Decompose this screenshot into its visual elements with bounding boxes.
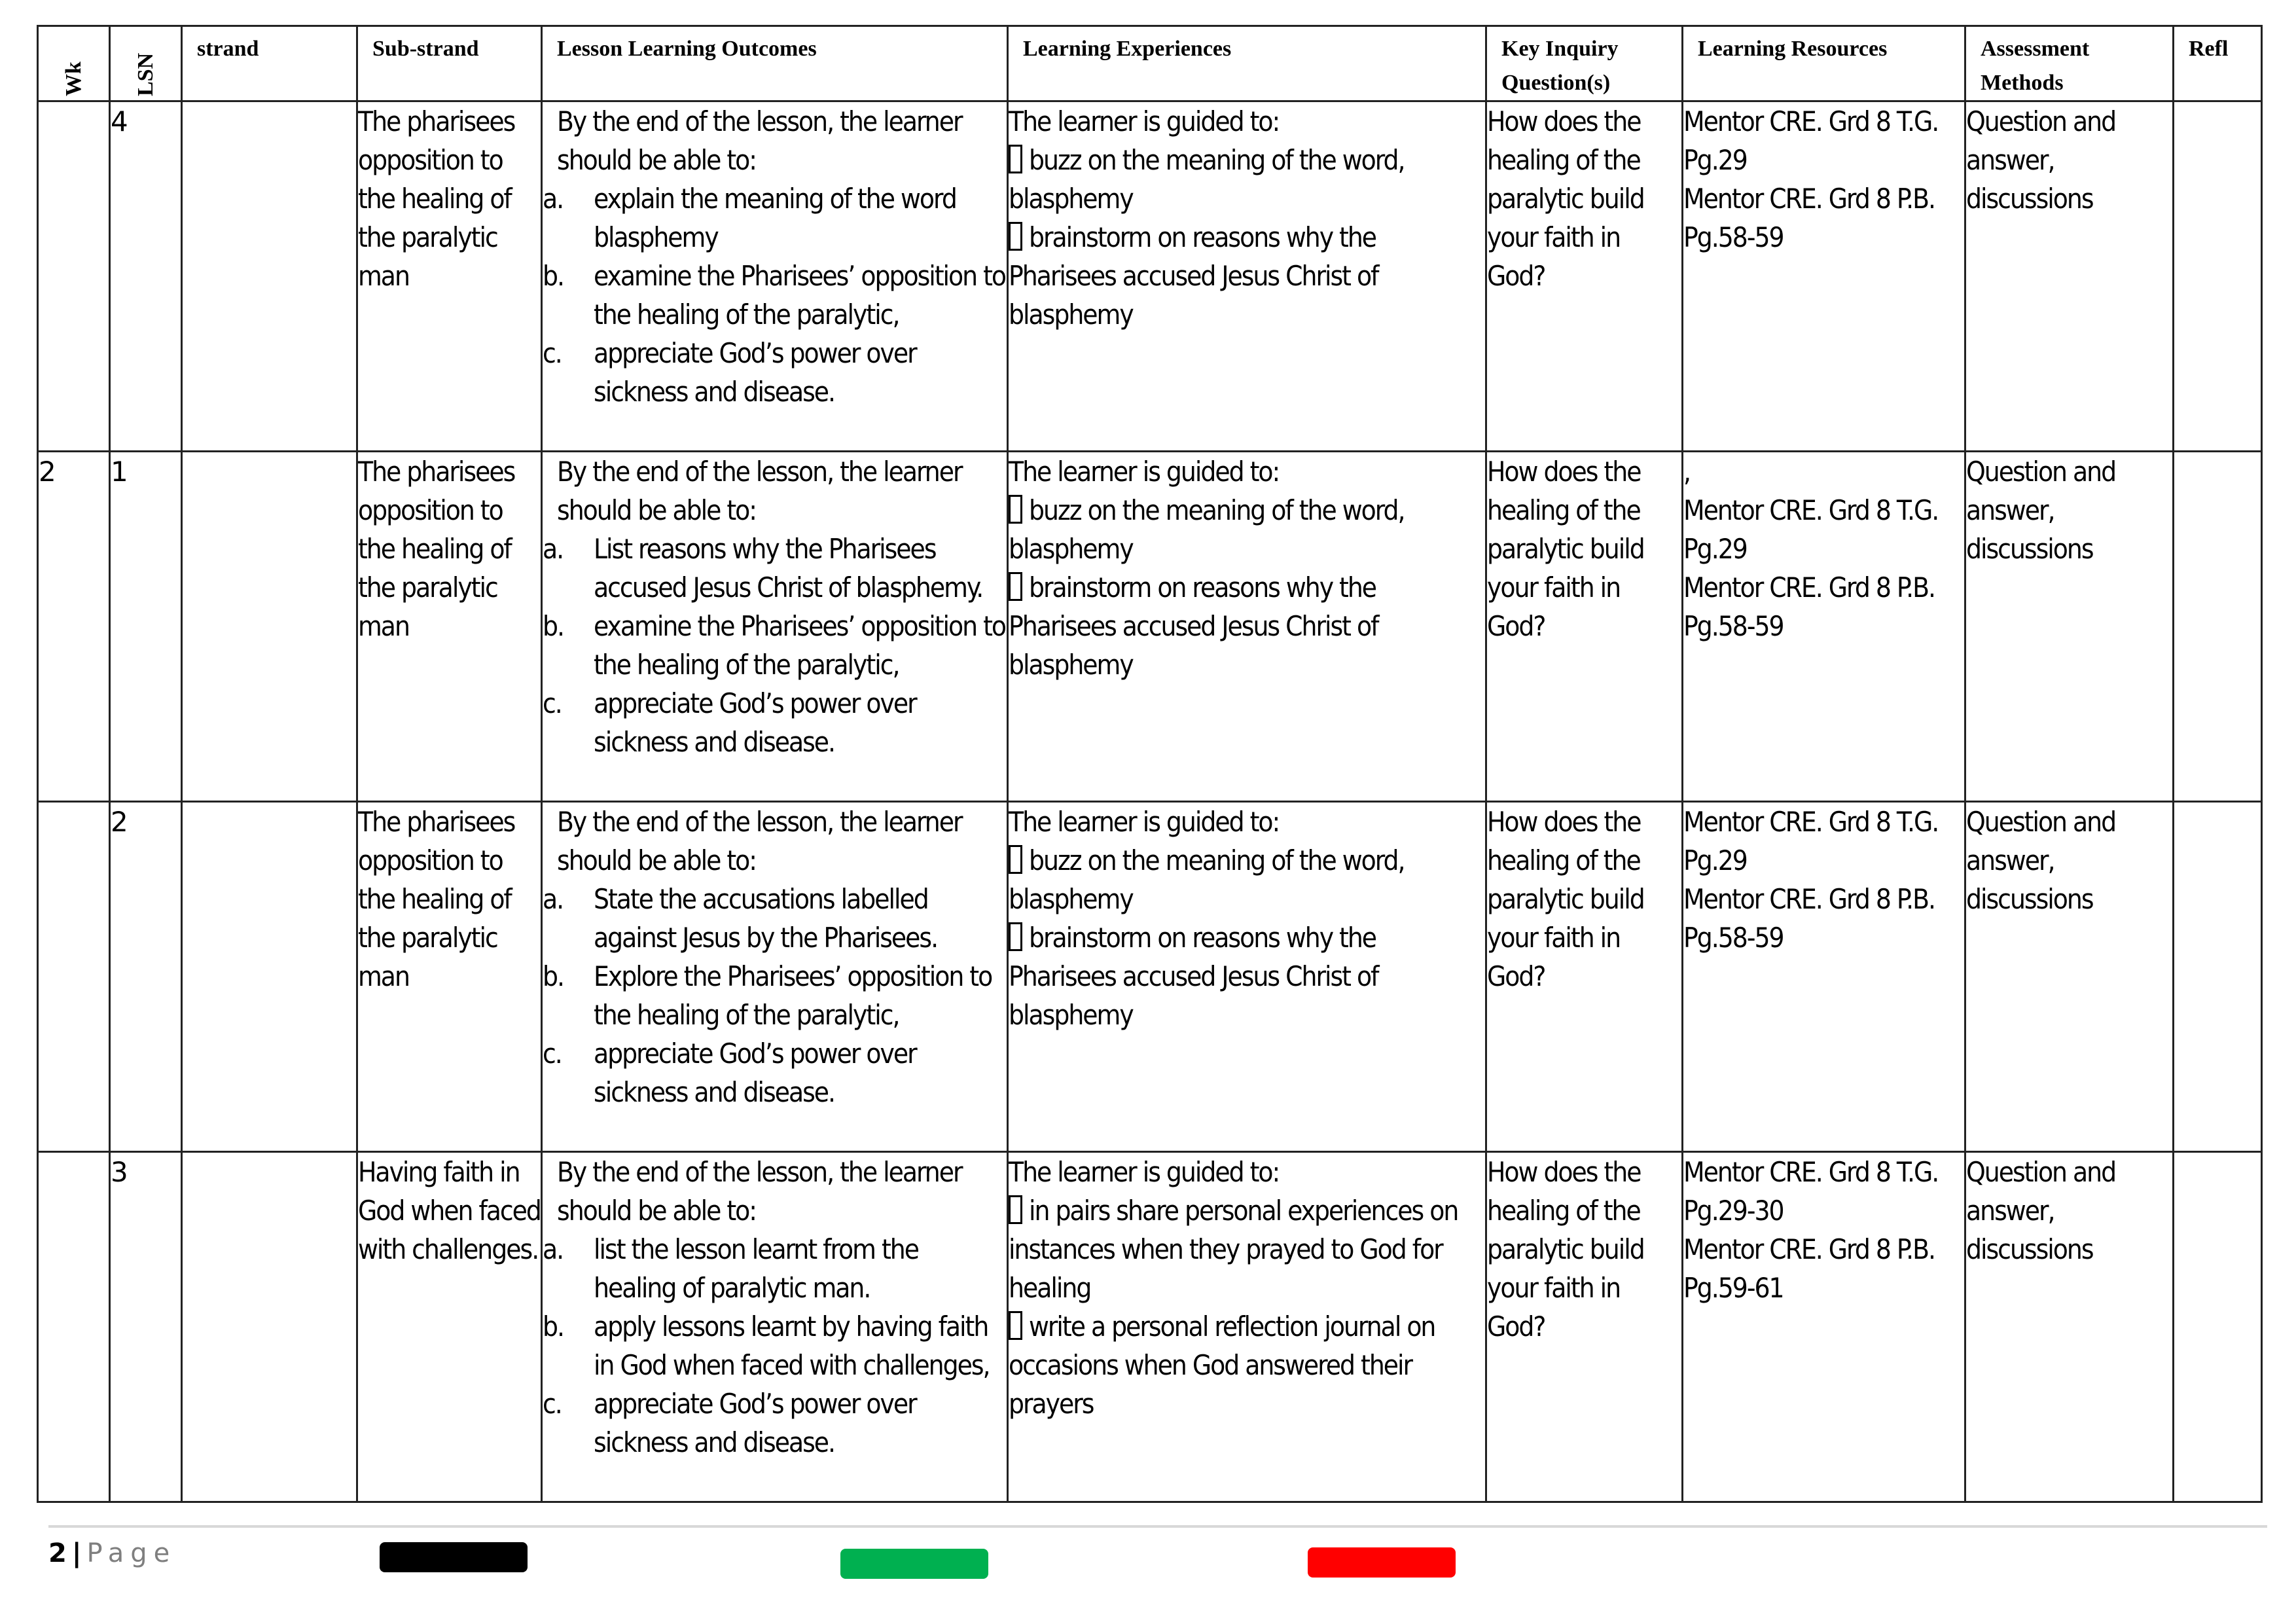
assessment-cell: Question and answer, discussions xyxy=(1965,452,2174,802)
experiences-cell xyxy=(1008,101,1486,452)
assessment-cell: Question and answer, discussions xyxy=(1965,802,2174,1152)
assessment-cell: Question and answer, discussions xyxy=(1965,1152,2174,1502)
resource-item: Mentor CRE. Grd 8 T.G. Pg.29 xyxy=(1683,494,1939,565)
experiences-cell xyxy=(1008,1152,1486,1502)
outcome-item xyxy=(543,1230,1007,1307)
inquiry-cell: How does the healing of the paralytic build your faith in God? xyxy=(1486,802,1683,1152)
outcome-text: examine the Pharisees’ opposition to the healing of the paralytic, xyxy=(594,260,1006,331)
reflection-cell xyxy=(2174,452,2262,802)
experiences-cell xyxy=(1008,452,1486,802)
header-outcomes: Lesson Learning Outcomes xyxy=(542,26,1008,101)
experiences-list xyxy=(1009,841,1485,1034)
resource-item: Mentor CRE. Grd 8 P.B. Pg.58-59 xyxy=(1683,571,1935,642)
outcome-item xyxy=(543,684,1007,761)
missing-glyph-bullet-icon xyxy=(1009,495,1022,524)
inquiry-cell: How does the healing of the paralytic build your faith in God? xyxy=(1486,1152,1683,1502)
outcome-item xyxy=(543,1307,1007,1384)
outcomes-cell xyxy=(542,101,1008,452)
lesson-number-cell: 4 xyxy=(110,101,182,452)
week-cell: 2 xyxy=(38,452,110,802)
resources-cell xyxy=(1683,802,1965,1152)
experiences-cell xyxy=(1008,802,1486,1152)
outcomes-intro: By the end of the lesson, the learner should be able to: xyxy=(557,806,962,876)
outcome-marker: a. xyxy=(543,1233,564,1265)
outcomes-intro: By the end of the lesson, the learner should be able to: xyxy=(557,105,962,176)
outcome-item xyxy=(543,530,1007,607)
outcome-marker: c. xyxy=(543,687,562,719)
missing-glyph-bullet-icon xyxy=(1009,922,1022,951)
experience-text: buzz on the meaning of the word, blasphemy xyxy=(1009,494,1405,565)
outcomes-cell xyxy=(542,1152,1008,1502)
outcomes-intro: By the end of the lesson, the learner should be able to: xyxy=(557,456,962,526)
experience-item xyxy=(1009,491,1485,568)
experiences-list xyxy=(1009,141,1485,334)
outcomes-cell xyxy=(542,802,1008,1152)
outcome-text: appreciate God’s power over sickness and disease. xyxy=(594,1388,916,1458)
experience-text: buzz on the meaning of the word, blasphemy xyxy=(1009,844,1405,915)
resource-item: Mentor CRE. Grd 8 T.G. Pg.29-30 xyxy=(1683,1156,1939,1227)
experiences-intro: The learner is guided to: xyxy=(1009,105,1280,137)
lesson-row-3 xyxy=(38,802,2262,1152)
sub-strand-cell: The pharisees opposition to the healing of the paralytic man xyxy=(357,802,542,1152)
experience-item xyxy=(1009,568,1485,684)
outcome-text: apply lessons learnt by having faith in God when faced with challenges, xyxy=(594,1310,990,1381)
resource-item: Mentor CRE. Grd 8 T.G. Pg.29 xyxy=(1683,105,1939,176)
outcomes-cell xyxy=(542,452,1008,802)
experience-item xyxy=(1009,141,1485,218)
experience-text: brainstorm on reasons why the Pharisees accused Jesus Christ of blasphemy xyxy=(1009,221,1378,331)
outcome-text: Explore the Pharisees’ opposition to the healing of the paralytic, xyxy=(594,960,992,1031)
resource-item: Mentor CRE. Grd 8 P.B. Pg.59-61 xyxy=(1683,1233,1935,1304)
resources-cell xyxy=(1683,1152,1965,1502)
green-color-bar xyxy=(840,1549,988,1579)
lesson-number-cell: 2 xyxy=(110,802,182,1152)
header-row xyxy=(38,26,2262,101)
header-reflection: Refl xyxy=(2174,26,2262,101)
outcome-marker: a. xyxy=(543,183,564,215)
outcome-item xyxy=(543,607,1007,684)
outcome-text: explain the meaning of the word blasphemy xyxy=(594,183,956,253)
sub-strand-cell: The pharisees opposition to the healing of the paralytic man xyxy=(357,101,542,452)
strand-cell xyxy=(182,802,357,1152)
missing-glyph-bullet-icon xyxy=(1009,1311,1022,1340)
missing-glyph-bullet-icon xyxy=(1009,222,1022,251)
lesson-row-4 xyxy=(38,1152,2262,1502)
resource-item: Mentor CRE. Grd 8 T.G. Pg.29 xyxy=(1683,806,1939,876)
outcome-marker: b. xyxy=(543,1310,564,1343)
missing-glyph-bullet-icon xyxy=(1009,572,1022,601)
week-cell xyxy=(38,101,110,452)
inquiry-cell: How does the healing of the paralytic build your faith in God? xyxy=(1486,101,1683,452)
outcome-marker: c. xyxy=(543,337,562,369)
outcome-marker: a. xyxy=(543,883,564,915)
header-inquiry: Key Inquiry Question(s) xyxy=(1486,26,1683,101)
sub-strand-cell: Having faith in God when faced with challenges. xyxy=(357,1152,542,1502)
black-color-bar xyxy=(380,1542,528,1572)
outcome-marker: b. xyxy=(543,260,564,292)
red-color-bar xyxy=(1308,1547,1456,1578)
outcome-text: List reasons why the Pharisees accused Jesus Christ of blasphemy. xyxy=(594,533,983,604)
lesson-row-1 xyxy=(38,101,2262,452)
experience-text: in pairs share personal experiences on instances when they prayed to God for healing xyxy=(1009,1195,1458,1304)
experience-item xyxy=(1009,841,1485,918)
experience-item xyxy=(1009,918,1485,1034)
experience-item xyxy=(1009,1191,1485,1307)
outcome-marker: b. xyxy=(543,960,564,992)
reflection-cell xyxy=(2174,1152,2262,1502)
header-resources: Learning Resources xyxy=(1683,26,1965,101)
experiences-intro: The learner is guided to: xyxy=(1009,456,1280,488)
outcome-marker: c. xyxy=(543,1038,562,1070)
header-wk: Wk xyxy=(38,26,110,101)
outcome-item xyxy=(543,334,1007,411)
week-cell xyxy=(38,1152,110,1502)
reflection-cell xyxy=(2174,802,2262,1152)
outcomes-list xyxy=(543,179,1007,411)
experience-text: buzz on the meaning of the word, blasphemy xyxy=(1009,144,1405,215)
footer-divider xyxy=(48,1525,2267,1528)
outcome-text: appreciate God’s power over sickness and disease. xyxy=(594,337,916,408)
strand-cell xyxy=(182,452,357,802)
header-experiences: Learning Experiences xyxy=(1008,26,1486,101)
outcome-item xyxy=(543,957,1007,1034)
resources-cell xyxy=(1683,452,1965,802)
experience-text: brainstorm on reasons why the Pharisees accused Jesus Christ of blasphemy xyxy=(1009,571,1378,681)
strand-cell xyxy=(182,101,357,452)
inquiry-cell: How does the healing of the paralytic build your faith in God? xyxy=(1486,452,1683,802)
lesson-row-2 xyxy=(38,452,2262,802)
outcome-item xyxy=(543,1034,1007,1111)
outcome-item xyxy=(543,880,1007,957)
resource-item: , xyxy=(1683,456,1690,488)
outcome-text: appreciate God’s power over sickness and disease. xyxy=(594,1038,916,1108)
lesson-number-cell: 3 xyxy=(110,1152,182,1502)
scheme-of-work-table xyxy=(37,25,2263,1503)
experiences-intro: The learner is guided to: xyxy=(1009,1156,1280,1188)
outcome-item xyxy=(543,257,1007,334)
outcomes-list xyxy=(543,530,1007,761)
sub-strand-cell: The pharisees opposition to the healing of the paralytic man xyxy=(357,452,542,802)
experience-text: brainstorm on reasons why the Pharisees accused Jesus Christ of blasphemy xyxy=(1009,922,1378,1031)
experience-text: write a personal reflection journal on occasions when God answered their prayers xyxy=(1009,1310,1435,1420)
missing-glyph-bullet-icon xyxy=(1009,1195,1022,1224)
experiences-list xyxy=(1009,1191,1485,1423)
outcome-marker: c. xyxy=(543,1388,562,1420)
outcomes-intro: By the end of the lesson, the learner should be able to: xyxy=(557,1156,962,1227)
experiences-intro: The learner is guided to: xyxy=(1009,806,1280,838)
outcome-text: examine the Pharisees’ opposition to the healing of the paralytic, xyxy=(594,610,1006,681)
header-assessment: Assessment Methods xyxy=(1965,26,2174,101)
outcomes-list xyxy=(543,1230,1007,1462)
outcome-item xyxy=(543,179,1007,257)
header-sub-strand: Sub-strand xyxy=(357,26,542,101)
reflection-cell xyxy=(2174,101,2262,452)
missing-glyph-bullet-icon xyxy=(1009,845,1022,874)
resource-item: Mentor CRE. Grd 8 P.B. Pg.58-59 xyxy=(1683,883,1935,954)
outcome-marker: a. xyxy=(543,533,564,565)
outcomes-list xyxy=(543,880,1007,1111)
outcome-text: list the lesson learnt from the healing of paralytic man. xyxy=(594,1233,918,1304)
header-strand: strand xyxy=(182,26,357,101)
experience-item xyxy=(1009,218,1485,334)
outcome-text: appreciate God’s power over sickness and disease. xyxy=(594,687,916,758)
resources-cell xyxy=(1683,101,1965,452)
experiences-list xyxy=(1009,491,1485,684)
lesson-number-cell: 1 xyxy=(110,452,182,802)
page-number: 2 | Page xyxy=(48,1538,177,1568)
assessment-cell: Question and answer, discussions xyxy=(1965,101,2174,452)
resource-item: Mentor CRE. Grd 8 P.B. Pg.58-59 xyxy=(1683,183,1935,253)
experience-item xyxy=(1009,1307,1485,1423)
strand-cell xyxy=(182,1152,357,1502)
header-lsn: LSN xyxy=(110,26,182,101)
outcome-marker: b. xyxy=(543,610,564,642)
missing-glyph-bullet-icon xyxy=(1009,145,1022,173)
outcome-item xyxy=(543,1384,1007,1462)
outcome-text: State the accusations labelled against Jesus by the Pharisees. xyxy=(594,883,938,954)
week-cell xyxy=(38,802,110,1152)
